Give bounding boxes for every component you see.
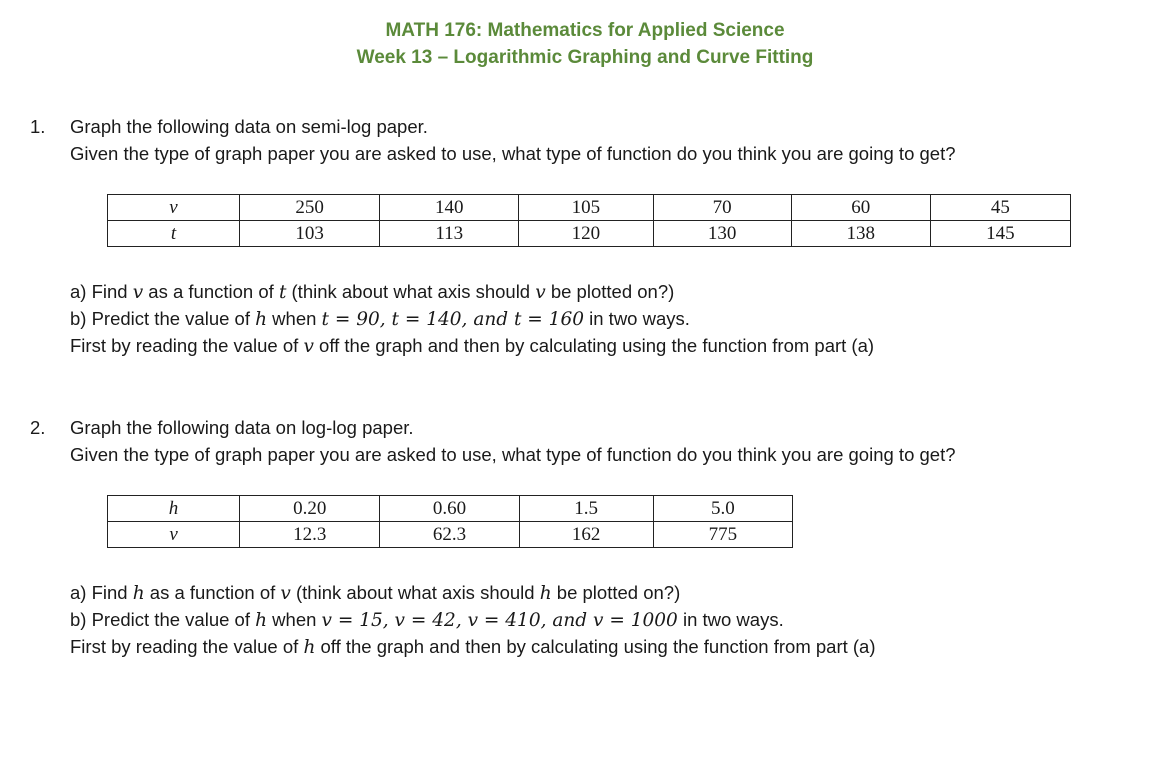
table-cell: 138	[791, 221, 930, 247]
course-title: MATH 176: Mathematics for Applied Science	[385, 20, 785, 41]
question-2-prompt: Given the type of graph paper you are asked to use, what type of function do you think you are going to get?	[70, 444, 956, 465]
question-number: 1.	[30, 116, 46, 137]
table-cell: 5.0	[653, 496, 792, 522]
table-cell: 12.3	[240, 522, 380, 548]
question-1-instruction: Graph the following data on semi-log paper.	[70, 116, 428, 137]
row-label: h	[108, 496, 240, 522]
table-cell: 162	[519, 522, 653, 548]
table-cell: 775	[653, 522, 792, 548]
table-row	[108, 522, 793, 548]
row-label: v	[108, 522, 240, 548]
table-cell: 145	[930, 221, 1070, 247]
table-cell: 62.3	[380, 522, 519, 548]
table-cell: 130	[653, 221, 791, 247]
table-row	[108, 195, 1071, 221]
table-cell: 45	[930, 195, 1070, 221]
table-cell: 250	[240, 195, 380, 221]
table-cell: 0.60	[380, 496, 519, 522]
data-table-2	[107, 495, 793, 548]
table-cell: 140	[380, 195, 519, 221]
table-row	[108, 221, 1071, 247]
table-cell: 70	[653, 195, 791, 221]
data-table-1	[107, 194, 1071, 247]
question-number: 2.	[30, 417, 46, 438]
table-cell: 120	[519, 221, 653, 247]
row-label: t	[108, 221, 240, 247]
q2-part-a: a) Find h as a function of v (think about what axis should h be plotted on?)	[70, 582, 681, 604]
q1-part-b-instruction: First by reading the value of v off the graph and then by calculating using the function from part (a)	[70, 335, 875, 357]
table-cell: 60	[791, 195, 930, 221]
table-cell: 105	[519, 195, 653, 221]
page-header	[0, 17, 1170, 71]
q1-part-b: b) Predict the value of h when t = 90, t = 140, and t = 160 in two ways.	[70, 308, 690, 330]
table-cell: 1.5	[519, 496, 653, 522]
table-cell: 113	[380, 221, 519, 247]
table-row	[108, 496, 793, 522]
question-2-instruction: Graph the following data on log-log paper.	[70, 417, 414, 438]
question-1-prompt: Given the type of graph paper you are asked to use, what type of function do you think you are going to get?	[70, 143, 956, 164]
q2-part-b-instruction: First by reading the value of h off the graph and then by calculating using the function from part (a)	[70, 636, 876, 658]
week-title: Week 13 – Logarithmic Graphing and Curve Fitting	[356, 47, 814, 68]
q1-part-a: a) Find v as a function of t (think about what axis should v be plotted on?)	[70, 281, 675, 303]
row-label: v	[108, 195, 240, 221]
table-cell: 103	[240, 221, 380, 247]
table-cell: 0.20	[240, 496, 380, 522]
q2-part-b: b) Predict the value of h when v = 15, v = 42, v = 410, and v = 1000 in two ways.	[70, 609, 784, 631]
